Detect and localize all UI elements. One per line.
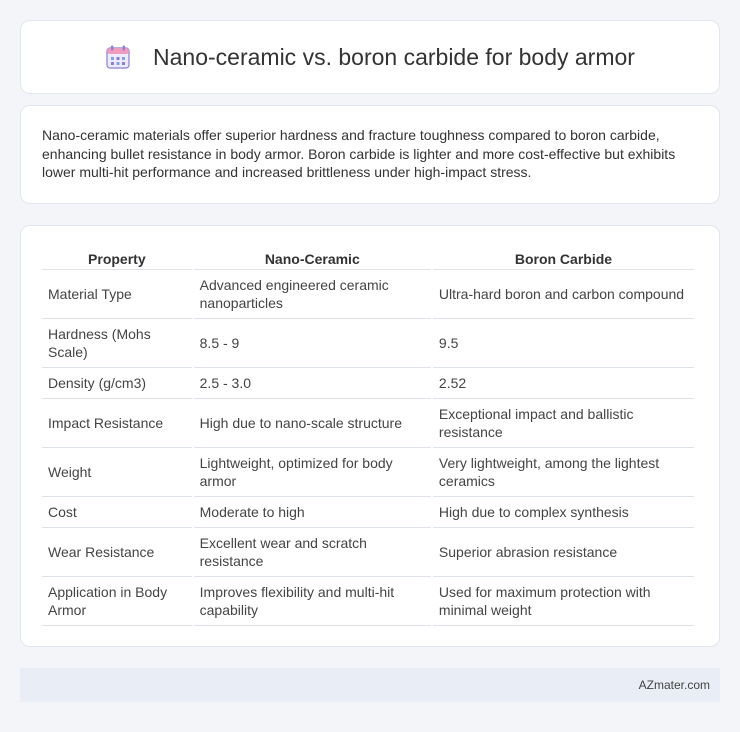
boron-carbide-cell: Exceptional impact and ballistic resistance <box>433 399 694 448</box>
header-card <box>20 20 720 94</box>
boron-carbide-cell: Ultra-hard boron and carbon compound <box>433 270 694 319</box>
nano-ceramic-cell: Moderate to high <box>194 497 431 528</box>
comparison-table <box>40 246 696 626</box>
table-header-row <box>42 246 694 270</box>
nano-ceramic-cell: Lightweight, optimized for body armor <box>194 448 431 497</box>
calendar-icon <box>105 44 131 70</box>
nano-ceramic-cell: 2.5 - 3.0 <box>194 368 431 399</box>
property-cell: Cost <box>42 497 192 528</box>
property-cell: Impact Resistance <box>42 399 192 448</box>
nano-ceramic-cell: Excellent wear and scratch resistance <box>194 528 431 577</box>
footer-brand: AZmater.com <box>638 678 710 692</box>
boron-carbide-cell: Very lightweight, among the lightest ceramics <box>433 448 694 497</box>
nano-ceramic-cell: High due to nano-scale structure <box>194 399 431 448</box>
property-cell: Material Type <box>42 270 192 319</box>
column-header-boron-carbide: Boron Carbide <box>433 246 694 270</box>
table-row <box>42 577 694 626</box>
table-row <box>42 497 694 528</box>
property-cell: Wear Resistance <box>42 528 192 577</box>
property-cell: Density (g/cm3) <box>42 368 192 399</box>
column-header-nano-ceramic: Nano-Ceramic <box>194 246 431 270</box>
table-row <box>42 368 694 399</box>
nano-ceramic-cell: Improves flexibility and multi-hit capability <box>194 577 431 626</box>
boron-carbide-cell: Used for maximum protection with minimal weight <box>433 577 694 626</box>
summary-text: Nano-ceramic materials offer superior hardness and fracture toughness compared to boron carbide, enhancing bullet resistance in body armor. Boron carbide is lighter and more cost-effective but exhibits lower multi-hit performance and increased brittleness under high-impact stress. <box>42 127 676 180</box>
property-cell: Application in Body Armor <box>42 577 192 626</box>
table-row <box>42 448 694 497</box>
property-cell: Weight <box>42 448 192 497</box>
table-row <box>42 270 694 319</box>
title-wrap <box>105 44 635 71</box>
column-header-property: Property <box>42 246 192 270</box>
nano-ceramic-cell: 8.5 - 9 <box>194 319 431 368</box>
property-cell: Hardness (Mohs Scale) <box>42 319 192 368</box>
table-row <box>42 319 694 368</box>
boron-carbide-cell: High due to complex synthesis <box>433 497 694 528</box>
table-row <box>42 399 694 448</box>
summary-card <box>20 105 720 204</box>
table-row <box>42 528 694 577</box>
boron-carbide-cell: Superior abrasion resistance <box>433 528 694 577</box>
footer-bar <box>20 668 720 702</box>
page-title: Nano-ceramic vs. boron carbide for body armor <box>153 43 635 70</box>
boron-carbide-cell: 2.52 <box>433 368 694 399</box>
boron-carbide-cell: 9.5 <box>433 319 694 368</box>
nano-ceramic-cell: Advanced engineered ceramic nanoparticles <box>194 270 431 319</box>
comparison-table-card <box>20 225 720 647</box>
